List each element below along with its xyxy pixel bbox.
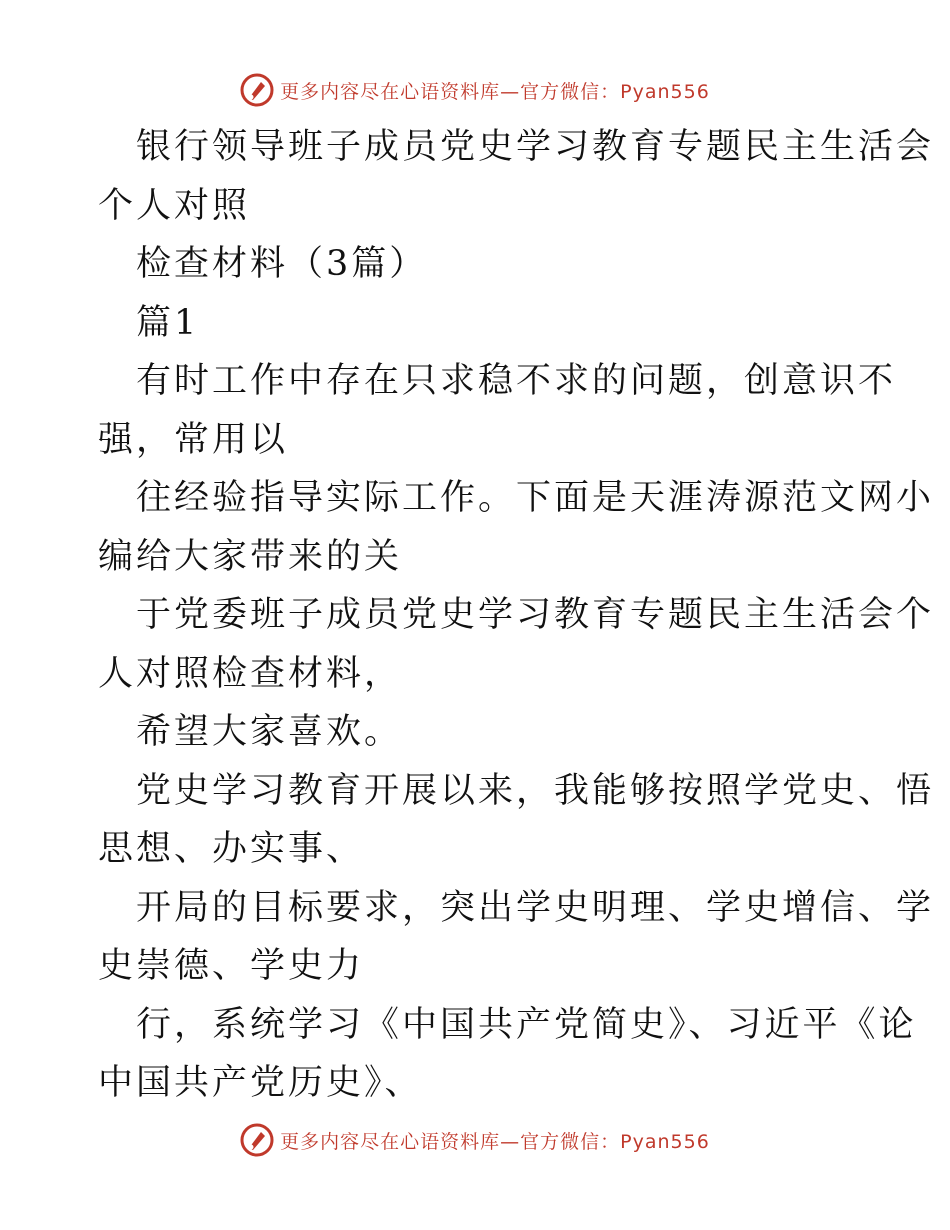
text-line: 史崇德、学史力 xyxy=(98,946,365,986)
text-line: 编给大家带来的关 xyxy=(98,536,403,577)
text-line: 个人对照 xyxy=(98,185,251,226)
text-line: 检查材料（3篇） xyxy=(136,244,428,284)
watermark-text: 更多内容尽在心语资料库—官方微信：Pyan556 xyxy=(280,80,710,103)
text-line: 党史学习教育开展以来，我能够按照学党史、悟 xyxy=(136,770,935,811)
pen-logo-icon xyxy=(240,1123,274,1157)
text-line: 开局的目标要求，突出学史明理、学史增信、学 xyxy=(136,887,935,928)
text-line: 强，常用以 xyxy=(98,419,289,460)
text-line: 希望大家喜欢。 xyxy=(136,712,403,752)
text-line: 有时工作中存在只求稳不求的问题，创意识不 xyxy=(136,361,897,401)
text-line: 中国共产党历史》、 xyxy=(98,1063,423,1103)
text-line: 篇1 xyxy=(136,302,200,343)
footer-watermark xyxy=(0,1120,950,1160)
text-line: 人对照检查材料， xyxy=(98,653,403,694)
text-line: 思想、办实事、 xyxy=(98,829,365,869)
document-body xyxy=(98,118,935,1113)
header-watermark xyxy=(0,70,950,110)
text-line: 往经验指导实际工作。下面是天涯涛源范文网小 xyxy=(136,478,935,518)
text-line: 银行领导班子成员党史学习教育专题民主生活会 xyxy=(136,127,935,167)
text-line: 行，系统学习《中国共产党简史》、习近平《论 xyxy=(136,1004,917,1045)
watermark-text: 更多内容尽在心语资料库—官方微信：Pyan556 xyxy=(280,1130,710,1153)
pen-logo-icon xyxy=(240,73,274,107)
text-line: 于党委班子成员党史学习教育专题民主生活会个 xyxy=(136,595,935,635)
